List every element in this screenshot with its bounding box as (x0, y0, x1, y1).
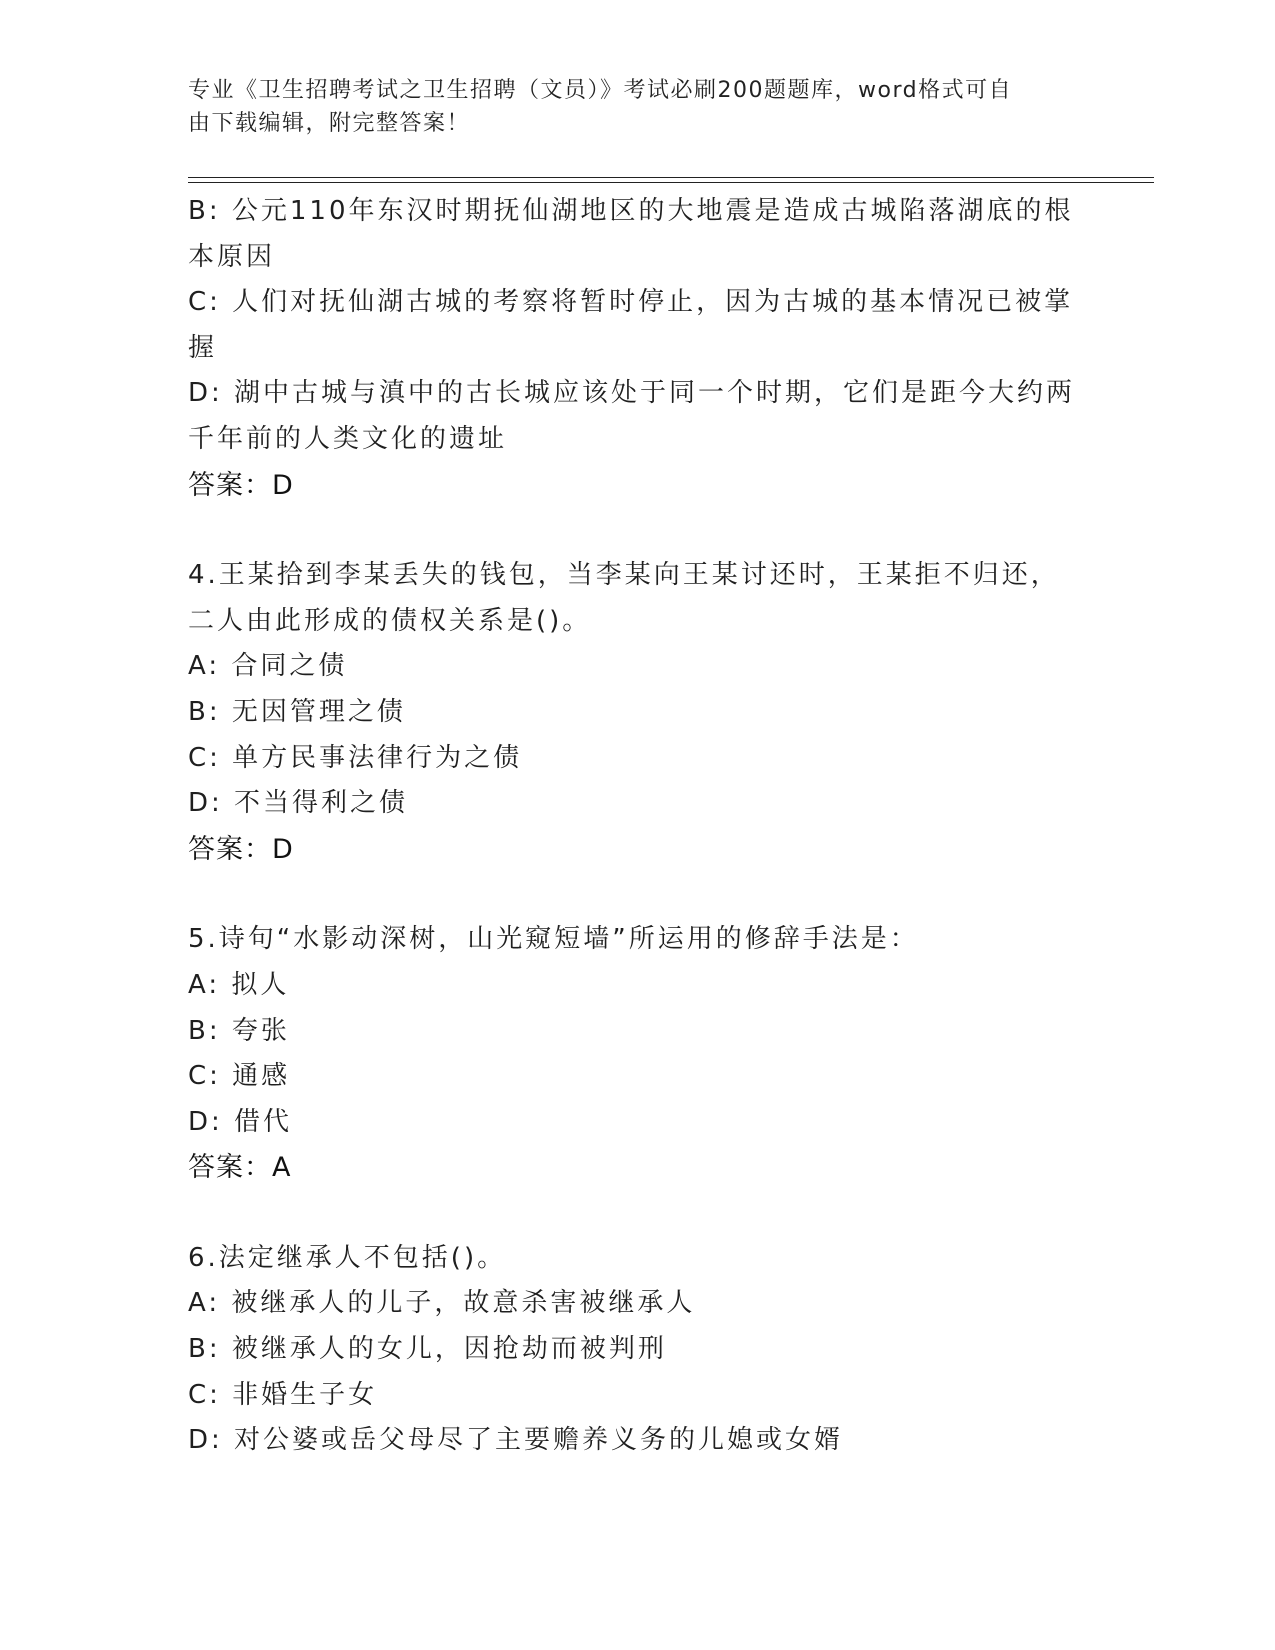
q4-answer: 答案：D (188, 833, 294, 865)
question-6-block (188, 1236, 1088, 1464)
q3-option-c-line-1: C: 人们对抚仙湖古城的考察将暂时停止，因为古城的基本情况已被掌 (188, 287, 1074, 318)
header-divider-top (188, 177, 1154, 178)
q4-option-c: C: 单方民事法律行为之债 (188, 742, 523, 773)
q6-option-b: B: 被继承人的女儿，因抢劫而被判刑 (188, 1334, 667, 1365)
q5-option-d: D: 借代 (188, 1106, 293, 1137)
header-title-line-1: 专业《卫生招聘考试之卫生招聘（文员）》考试必刷200题题库，word格式可自 (188, 78, 1013, 103)
q6-stem: 6.法定继承人不包括()。 (188, 1242, 507, 1273)
q5-option-b: B: 夸张 (188, 1015, 290, 1046)
q3-option-b-line-1: B: 公元110年东汉时期抚仙湖地区的大地震是造成古城陷落湖底的根 (188, 196, 1074, 226)
header-title-line-2: 由下载编辑，附完整答案！ (188, 111, 471, 136)
q5-option-a: A: 拟人 (188, 969, 290, 1000)
q3-option-b-line-2: 本原因 (188, 241, 276, 272)
header-divider-bottom (188, 182, 1154, 183)
q4-option-d: D: 不当得利之债 (188, 788, 409, 819)
q3-option-d-line-2: 千年前的人类文化的遗址 (188, 423, 508, 454)
q4-option-b: B: 无因管理之债 (188, 696, 406, 727)
q3-option-d-line-1: D: 湖中古城与滇中的古长城应该处于同一个时期，它们是距今大约两 (188, 378, 1076, 409)
spacer (188, 1191, 1088, 1236)
q5-option-c: C: 通感 (188, 1061, 291, 1092)
q5-answer: 答案：A (188, 1152, 292, 1184)
spacer (188, 508, 1088, 553)
document-header (188, 74, 1078, 140)
question-5-block (188, 917, 1088, 1191)
spacer (188, 872, 1088, 917)
q6-option-c: C: 非婚生子女 (188, 1379, 378, 1410)
q6-option-a: A: 被继承人的儿子，故意杀害被继承人 (188, 1288, 696, 1319)
q5-stem: 5.诗句“水影动深树，山光窥短墙”所运用的修辞手法是： (188, 924, 919, 955)
question-4-block (188, 553, 1088, 872)
q4-stem-line-2: 二人由此形成的债权关系是()。 (188, 605, 592, 636)
q3-option-c-line-2: 握 (188, 332, 218, 363)
q3-answer: 答案：D (188, 469, 294, 501)
question-3-block (188, 189, 1088, 508)
q4-option-a: A: 合同之债 (188, 651, 348, 682)
q4-stem-line-1: 4.王某拾到李某丢失的钱包，当李某向王某讨还时，王某拒不归还， (188, 560, 1060, 591)
q6-option-d: D: 对公婆或岳父母尽了主要赡养义务的儿媳或女婿 (188, 1425, 844, 1456)
document-body (188, 189, 1088, 1464)
